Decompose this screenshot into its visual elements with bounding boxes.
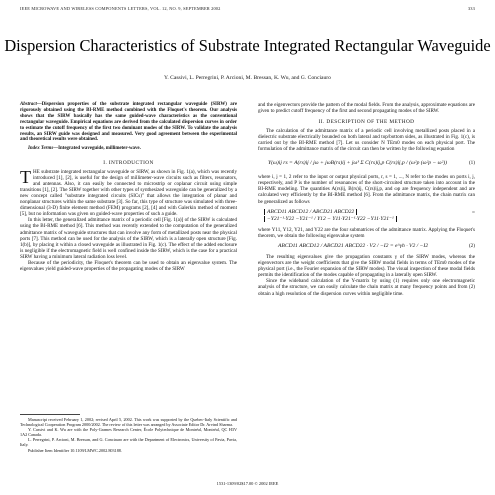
equation-1 bbox=[268, 156, 475, 170]
index-terms-label: Index Terms bbox=[28, 146, 54, 151]
paper-title: Dispersion Characteristics of Substrate Integrated Rectangular Waveguide bbox=[4, 36, 491, 55]
footnote-line: Y. Cassivi and K. Wu are with the Poly-Grames Research Center, École Polytechnique de Montréal, Montréal, QC H3V 1A2 Canada. bbox=[20, 427, 237, 438]
intro-paragraph-2: In this letter, the generalized admittance matrix of a periodic cell [Fig. 1(a)] of the SIRW is calculated using the BI-RME method [6]. This method was recently extended to the computation of the generalized admittance matrix of waveguide structures that can involve any form of metallized posts near the physical ports [7]. This method can be used for the analysis of the SIRW, which is a laterally open structure [Fig. 1(b)], by placing it within a closed waveguide as illustrated in Fig. 1(c). The effect of the added enclosure is negligible if the electromagnetic field is well confined inside the SIRW, which is the case for a practical SIRW having a minimum lateral radiation loss level. bbox=[20, 217, 237, 260]
method-paragraph-1: The calculation of the admittance matrix of a periodic cell involving metallized posts placed in a dielectric substrate electrically bounded on both lateral and top/bottom sides, as illustrated in Fig. 1(c), is carried out by the BI-RME method [7]. Let us consider N TEm0 modes on each physical port. The formulation of the admittance matrix of the circuit can then be written by the following equation bbox=[258, 128, 475, 153]
footnote-line: Manuscript received February 1, 2002; revised April 5, 2002. This work was supported by the Quebec-Italy Scientific and Technological Cooperation Program 2000/2002. The review of this letter was arranged by Associate Editor Dr. Arvind Sharma. bbox=[20, 417, 237, 428]
equation-chain-matrix: ABCD11 ABCD12 / ABCD21 ABCD22 = −Y21⁻¹·Y22 −Y21⁻¹ / Y12 − Y11·Y21⁻¹·Y22 −Y11·Y21⁻¹ bbox=[264, 209, 475, 224]
method-paragraph-2: where i, j = 1, 2 refer to the input or output physical ports, r, s = 1, ..., N refer to the modes on ports i, j, respectively, and P is the number of resonances of the short-circuited structure taken into account in the BI-RME modeling. The quantities A(rs)ij, B(rs)ij, C(rs)ij,p, and ωp are frequency independent and are calculated very efficiently by the BI-RME method [6]. From the admittance matrix, the chain matrix can be generalized as follows bbox=[258, 174, 475, 205]
right-column bbox=[258, 102, 475, 297]
page-number: 333 bbox=[467, 6, 475, 11]
abstract-text: —Dispersion properties of the substrate integrated rectangular waveguide (SIRW) are rigorously obtained using the BI-RME method combined with the Floquet's theorem. Our analysis shows that the SIRW basically has the same guided-wave characteristics as the conventional rectangular waveguide. Empirical equations are derived from the calculated dispersion curves in order to estimate the cutoff frequency of the first two dominant modes of the SIRW. To validate the analysis results, an SIRW guide was designed and measured. Very good agreement between the experimental and theoretical results were obtained. bbox=[20, 102, 237, 143]
journal-name: IEEE MICROWAVE AND WIRELESS COMPONENTS LETTERS, VOL. 12, NO. 9, SEPTEMBER 2002 bbox=[20, 6, 221, 11]
footnote bbox=[20, 417, 237, 453]
chain-matrix-right: −Y21⁻¹·Y22 −Y21⁻¹ / Y12 − Y11·Y21⁻¹·Y22 −Y11·Y21⁻¹ bbox=[264, 216, 397, 222]
equation-1-body: Y(ω)ij rs = A(rs)ij / jω + jωB(rs)ij + jω³ Σ C(rs)ij,p C(rs)ij,p / (ω²p (ω²p − ω²)) bbox=[268, 160, 447, 167]
section-heading-method: II. DESCRIPTION OF THE METHOD bbox=[318, 119, 415, 126]
section-introduction bbox=[20, 160, 237, 272]
equation-1-number: (1) bbox=[468, 160, 475, 167]
chain-matrix-left: ABCD11 ABCD12 / ABCD21 ABCD22 bbox=[264, 209, 357, 215]
journal-header bbox=[20, 6, 475, 11]
method-paragraph-5: Since the wideband calculation of the Y-matrix by using (1) requires only one electromagnetic analysis of the structure, we can easily calculate the chain matrix at many frequency points and from (2) obtain a high resolution of the dispersion curves within negligible time. bbox=[258, 278, 475, 297]
index-terms bbox=[20, 146, 237, 152]
method-paragraph-4: The resulting eigenvalues give the propagation constants γ of the SIRW modes, whereas the eigenvectors are the weight coefficients that give the SIRW modal fields in terms of TEm0 modes of the physical port (i.e., the Fourier expansion of the SIRW modes). The visual inspection of these modal fields permits the identification of the modes capable of propagating in a laterally open SIRW. bbox=[258, 254, 475, 279]
index-terms-text: —Integrated waveguide, millimeter-wave. bbox=[53, 146, 141, 151]
equation-2-number: (2) bbox=[468, 243, 475, 250]
equation-2 bbox=[278, 243, 475, 250]
abstract bbox=[20, 102, 237, 143]
intro-paragraph-1: HE substrate integrated rectangular waveguide or SIRW, as shown in Fig. 1(a), which was recently introduced [1], [2], is useful for the design of millimeter-wave circuits such as filters, resonators, and antennas. Also, it can easily be connected to microstrip or coplanar circuit using simple transitions [1], [2]. The SIRW together with other types of synthesized waveguide can be generalized by a new concept called "substrate integrated circuits (SICs)" that allows the integration of planar and nonplanar structures within the same substrate [3]. So far, this type of structure was simulated with three-dimensional (3-D) finite element method (FEM) programs [2], [4] and with Galerkin method of moment [5], but no information was given on guided-wave properties of such a guide. bbox=[20, 169, 237, 218]
footnote-line: L. Perregrini, P. Arcioni, M. Bressan, and G. Conciauro are with the Department of Electronics, University of Pavia, Pavia, Italy. bbox=[20, 437, 237, 448]
footnote-rule bbox=[20, 414, 80, 415]
abstract-label: Abstract bbox=[20, 102, 37, 107]
drop-cap: T bbox=[20, 167, 31, 188]
copyright-line: 1531-1309/02$17.00 © 2002 IEEE bbox=[216, 481, 279, 486]
equation-2-body: ABCD11 ABCD12 / ABCD21 ABCD22 · V2 / −I2 = e^γh · V2 / −I2 bbox=[278, 243, 429, 250]
footnote-line: Publisher Item Identifier 10.1109/LMWC.2002.803188. bbox=[28, 447, 122, 453]
paper-authors: Y. Cassivi, L. Perregrini, P. Arcioni, M. Bressan, K. Wu, and G. Conciauro bbox=[164, 75, 331, 81]
section-heading: I. INTRODUCTION bbox=[103, 160, 154, 166]
method-paragraph-3: where Y11, Y12, Y21, and Y22 are the four submatrices of the admittance matrix. Applying the Floquet's theorem, we obtain the following eigenvalue system bbox=[258, 227, 475, 240]
intro-paragraph-3: Because of the periodicity, the Floquet's theorem can be used to obtain an eigenvalue system. The eigenvalues yield guided-wave properties of the propagating modes of the SIRW bbox=[20, 259, 237, 272]
right-paragraph-1: and the eigenvectors provide the pattern of the modal fields. From the analysis, approximate equations are given to predict cutoff frequency of the first and second propagating modes of the SIRW. bbox=[258, 102, 475, 115]
